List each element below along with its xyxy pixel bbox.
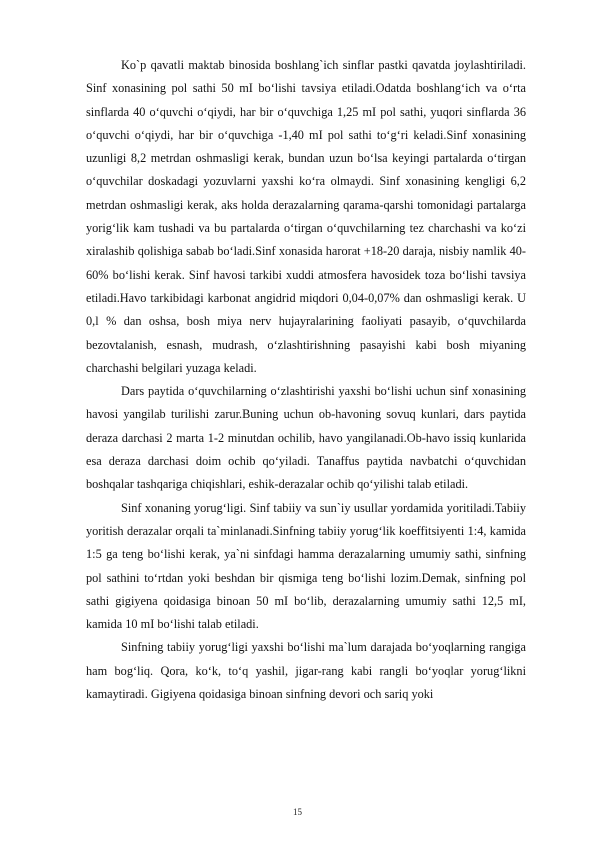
page-number: 15 [293,807,302,817]
paragraph-ventilation: Dars paytida o‘quvchilarning o‘zlashtirishi yaxshi bo‘lishi uchun sinf xonasining havosi yangilab turilishi zarur.Buning uchun ob-havoning sovuq kunlari, dars paytida deraza darchasi 2 marta 1-2 minutdan ochilib, havo yangilanadi.Ob-havo issiq kunlarida esa deraza darchasi doim ochib qo‘yiladi. Tanaffus paytida navbatchi o‘quvchidan boshqalar tashqariga chiqishlari, eshik-derazalar ochib qo‘yilishi talab etiladi. [86,384,526,492]
paragraph-paint-colors: Sinfning tabiiy yorug‘ligi yaxshi bo‘lishi ma`lum darajada bo‘yoqlarning rangiga ham bog‘liq. Qora, ko‘k, to‘q yashil, jigar-rang kabi rangli bo‘yoqlar yorug‘likni kamaytiradi. Gigiyena qoidasiga binoan sinfning devori och sariq yoki [86,640,526,702]
body-text [86,54,526,706]
paragraph-lighting: Sinf xonaning yorug‘ligi. Sinf tabiiy va sun`iy usullar yordamida yoritiladi.Tabiiy yoritish derazalar orqali ta`minlanadi.Sinfning tabiiy yorug‘lik koeffitsiyenti 1:4, kamida 1:5 ga teng bo‘lishi kerak, ya`ni sinfdagi hamma derazalarning umumiy sathi, sinfning pol sathini to‘rtdan yoki beshdan bir qismiga teng bo‘lishi lozim.Demak, sinfning pol sathi gigiyena qoidasiga binoan 50 mI bo‘lib, derazalarning umumiy sathi 12,5 mI, kamida 10 mI bo‘lishi talab etiladi. [86,500,526,632]
paragraph-classroom-requirements: Ko`p qavatli maktab binosida boshlang`ich sinflar pastki qavatda joylashtiriladi. Sinf xonasining pol sathi 50 mI bo‘lishi tavsiya etiladi.Odatda boshlang‘ich va o‘rta sinflarda 40 o‘quvchi o‘qiydi, har bir o‘quvchiga 1,25 mI pol sathi, yuqori sinflarda 36 o‘quvchi o‘qiydi, har bir o‘quvchiga -1,40 mI pol sathi to‘g‘ri keladi.Sinf xonasining uzunligi 8,2 metrdan oshmasligi kerak, bundan uzun bo‘lsa keyingi partalarda o‘tirgan o‘quvchilar doskadagi yozuvlarni yaxshi ko‘ra olmaydi. Sinf xonasining kengligi 6,2 metrdan oshmasligi kerak, aks holda derazalarning qarama-qarshi tomonidagi partalarga yorig‘lik kam tushadi va bu partalarda o‘tirgan o‘quvchilarning tez charchashi va ko‘zi xiralashib qolishiga sabab bo‘ladi.Sinf xonasida harorat +18-20 daraja, nisbiy namlik 40-60% bo‘lishi kerak. Sinf havosi tarkibi xuddi atmosfera havosidek toza bo‘lishi tavsiya etiladi.Havo tarkibidagi karbonat angidrid miqdori 0,04-0,07% dan oshmasligi kerak. U 0,l % dan oshsa, bosh miya nerv hujayralarining faoliyati pasayib, o‘quvchilarda bezovtalanish, esnash, mudrash, o‘zlashtirishning pasayishi kabi bosh miyaning charchashi belgilari yuzaga keladi. [86,58,526,375]
